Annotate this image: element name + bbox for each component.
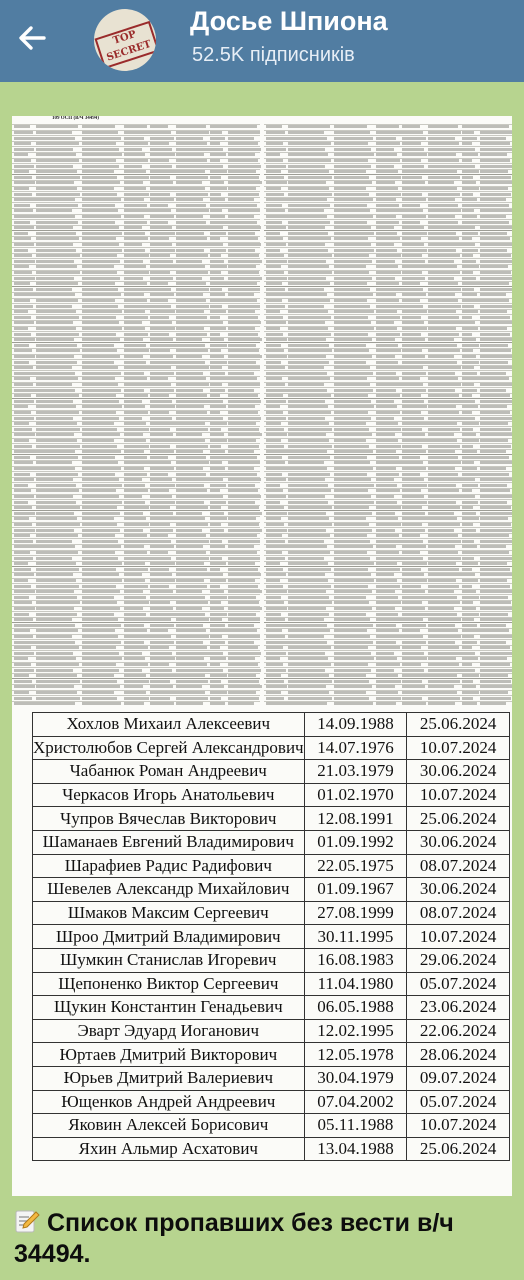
table-row bbox=[33, 807, 510, 831]
person-name-cell: Шаманаев Евгений Владимирович bbox=[33, 830, 305, 854]
scanned-column-right bbox=[264, 116, 512, 704]
person-name-cell: Щепоненко Виктор Сергеевич bbox=[33, 972, 305, 996]
table-row bbox=[33, 925, 510, 949]
table-row bbox=[33, 1114, 510, 1138]
table-row bbox=[33, 830, 510, 854]
birth-date-cell: 30.11.1995 bbox=[304, 925, 407, 949]
missing-date-cell: 05.07.2024 bbox=[407, 1090, 510, 1114]
document-image bbox=[12, 116, 512, 1196]
table-row bbox=[33, 1090, 510, 1114]
table-row bbox=[33, 760, 510, 784]
person-name-cell: Черкасов Игорь Анатольевич bbox=[33, 783, 305, 807]
birth-date-cell: 01.02.1970 bbox=[304, 783, 407, 807]
table-row bbox=[33, 783, 510, 807]
birth-date-cell: 12.02.1995 bbox=[304, 1019, 407, 1043]
person-name-cell: Шарафиев Радис Радифович bbox=[33, 854, 305, 878]
missing-date-cell: 10.07.2024 bbox=[407, 1114, 510, 1138]
birth-date-cell: 13.04.1988 bbox=[304, 1137, 407, 1161]
person-name-cell: Юрьев Дмитрий Валериевич bbox=[33, 1066, 305, 1090]
birth-date-cell: 22.05.1975 bbox=[304, 854, 407, 878]
missing-date-cell: 05.07.2024 bbox=[407, 972, 510, 996]
birth-date-cell: 01.09.1967 bbox=[304, 878, 407, 902]
missing-date-cell: 09.07.2024 bbox=[407, 1066, 510, 1090]
birth-date-cell: 11.04.1980 bbox=[304, 972, 407, 996]
missing-date-cell: 25.06.2024 bbox=[407, 713, 510, 737]
table-row bbox=[33, 1019, 510, 1043]
person-name-cell: Чупров Вячеслав Викторович bbox=[33, 807, 305, 831]
birth-date-cell: 14.07.1976 bbox=[304, 736, 407, 760]
person-name-cell: Хохлов Михаил Алексеевич bbox=[33, 713, 305, 737]
table-row bbox=[33, 1066, 510, 1090]
birth-date-cell: 21.03.1979 bbox=[304, 760, 407, 784]
person-name-cell: Эварт Эдуард Иоганович bbox=[33, 1019, 305, 1043]
missing-list-table bbox=[32, 712, 510, 1161]
person-name-cell: Шевелев Александр Михайлович bbox=[33, 878, 305, 902]
top-secret-stamp: TOP SECRET bbox=[94, 21, 156, 69]
missing-date-cell: 30.06.2024 bbox=[407, 760, 510, 784]
missing-date-cell: 23.06.2024 bbox=[407, 996, 510, 1020]
table-row bbox=[33, 901, 510, 925]
missing-date-cell: 25.06.2024 bbox=[407, 807, 510, 831]
arrow-left-icon[interactable] bbox=[14, 20, 54, 60]
birth-date-cell: 14.09.1988 bbox=[304, 713, 407, 737]
missing-date-cell: 10.07.2024 bbox=[407, 783, 510, 807]
birth-date-cell: 30.04.1979 bbox=[304, 1066, 407, 1090]
birth-date-cell: 01.09.1992 bbox=[304, 830, 407, 854]
subscriber-count: 52.5K підписників bbox=[192, 44, 355, 66]
table-row bbox=[33, 736, 510, 760]
table-row bbox=[33, 1137, 510, 1161]
missing-date-cell: 10.07.2024 bbox=[407, 736, 510, 760]
missing-date-cell: 25.06.2024 bbox=[407, 1137, 510, 1161]
pencil-memo-icon bbox=[14, 1208, 40, 1234]
missing-date-cell: 28.06.2024 bbox=[407, 1043, 510, 1067]
birth-date-cell: 07.04.2002 bbox=[304, 1090, 407, 1114]
birth-date-cell: 16.08.1983 bbox=[304, 948, 407, 972]
birth-date-cell: 12.05.1978 bbox=[304, 1043, 407, 1067]
birth-date-cell: 12.08.1991 bbox=[304, 807, 407, 831]
birth-date-cell: 05.11.1988 bbox=[304, 1114, 407, 1138]
scanned-list-table bbox=[12, 116, 512, 704]
table-row bbox=[33, 1043, 510, 1067]
missing-date-cell: 22.06.2024 bbox=[407, 1019, 510, 1043]
channel-title[interactable]: Досье Шпиона bbox=[190, 6, 388, 36]
post-caption bbox=[14, 1208, 514, 1270]
missing-date-cell: 29.06.2024 bbox=[407, 948, 510, 972]
person-name-cell: Щукин Константин Генадьевич bbox=[33, 996, 305, 1020]
missing-date-cell: 08.07.2024 bbox=[407, 901, 510, 925]
person-name-cell: Шумкин Станислав Игоревич bbox=[33, 948, 305, 972]
birth-date-cell: 06.05.1988 bbox=[304, 996, 407, 1020]
person-name-cell: Юртаев Дмитрий Викторович bbox=[33, 1043, 305, 1067]
person-name-cell: Ющенков Андрей Андреевич bbox=[33, 1090, 305, 1114]
birth-date-cell: 27.08.1999 bbox=[304, 901, 407, 925]
person-name-cell: Яковин Алексей Борисович bbox=[33, 1114, 305, 1138]
table-row bbox=[33, 713, 510, 737]
avatar[interactable] bbox=[94, 9, 156, 71]
channel-header bbox=[0, 0, 524, 82]
missing-date-cell: 08.07.2024 bbox=[407, 854, 510, 878]
missing-date-cell: 30.06.2024 bbox=[407, 878, 510, 902]
person-name-cell: Шроо Дмитрий Владимирович bbox=[33, 925, 305, 949]
small-table-title: 109 ОСП (В/Ч 34494) bbox=[52, 116, 99, 121]
table-row bbox=[33, 948, 510, 972]
table-row bbox=[33, 996, 510, 1020]
missing-date-cell: 30.06.2024 bbox=[407, 830, 510, 854]
person-name-cell: Чабанюк Роман Андреевич bbox=[33, 760, 305, 784]
scanned-column-left bbox=[12, 116, 260, 704]
person-name-cell: Шмаков Максим Сергеевич bbox=[33, 901, 305, 925]
caption-text: Список пропавших без вести в/ч 34494. bbox=[14, 1209, 454, 1268]
missing-date-cell: 10.07.2024 bbox=[407, 925, 510, 949]
table-row bbox=[33, 854, 510, 878]
person-name-cell: Христолюбов Сергей Александрович bbox=[33, 736, 305, 760]
table-row bbox=[33, 972, 510, 996]
table-row bbox=[33, 878, 510, 902]
person-name-cell: Яхин Альмир Асхатович bbox=[33, 1137, 305, 1161]
